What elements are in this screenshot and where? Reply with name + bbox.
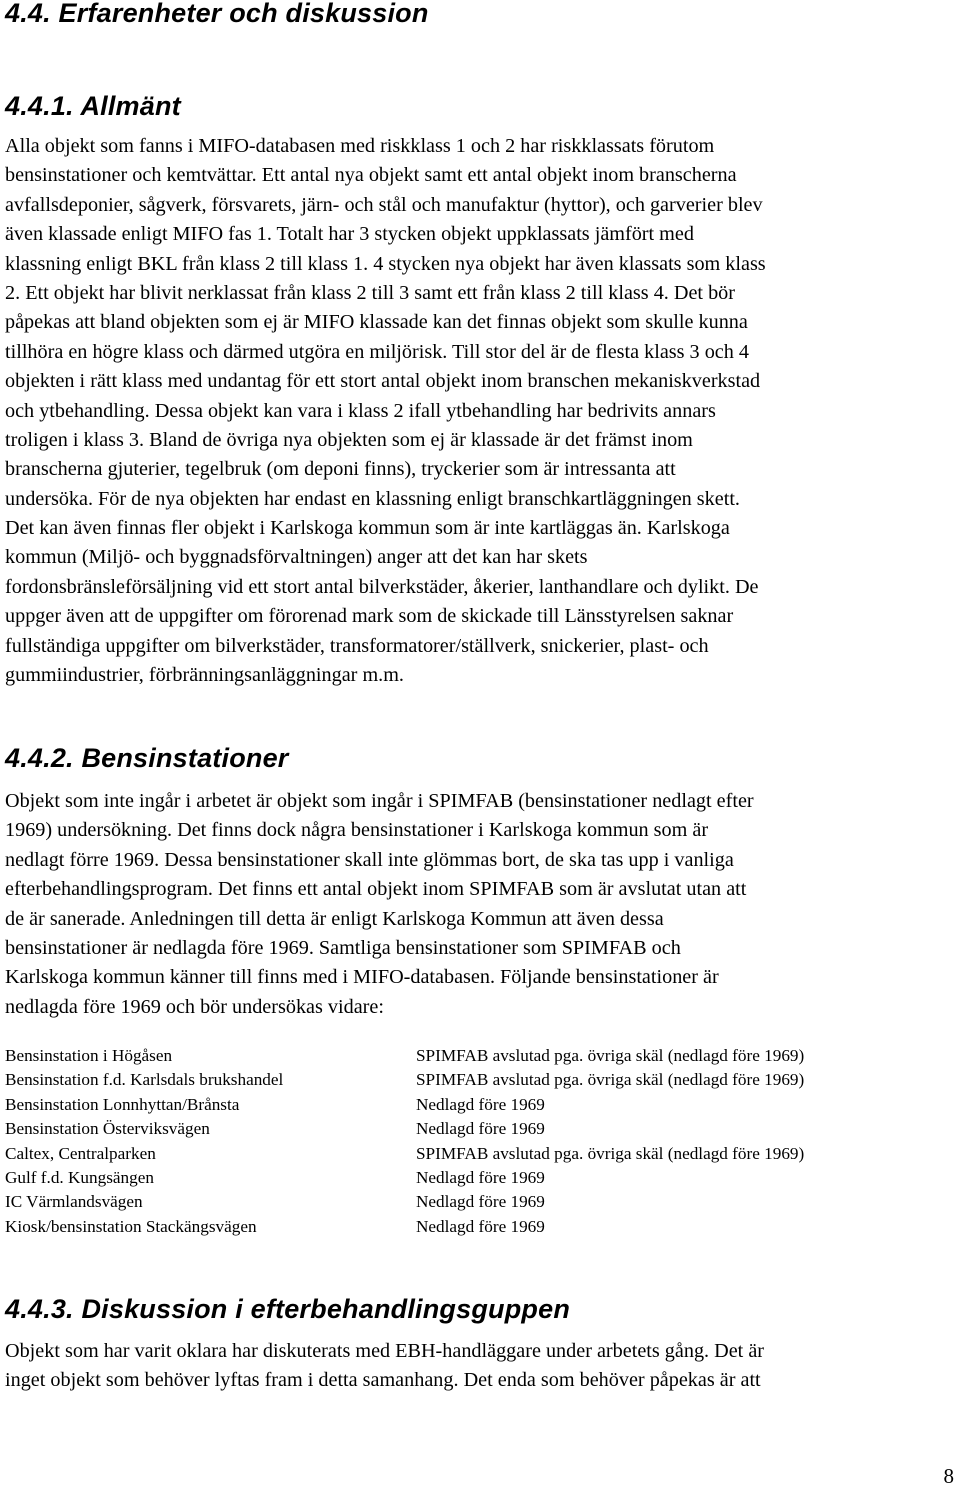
paragraph-allmant xyxy=(5,132,766,690)
text-line: nedlagda före 1969 och bör undersökas vidare: xyxy=(5,995,384,1018)
station-status: SPIMFAB avslutad pga. övriga skäl (nedlagd före 1969) xyxy=(416,1070,805,1090)
text-line: bensinstationer och kemtvättar. Ett antal nya objekt samt ett antal objekt inom branscherna xyxy=(5,164,737,187)
text-line: även klassade enligt MIFO fas 1. Totalt har 3 stycken objekt uppklassats jämfört med xyxy=(5,223,694,246)
paragraph-bensinstationer xyxy=(5,787,754,1022)
text-line: 2. Ett objekt har blivit nerklassat från klass 2 till 3 samt ett från klass 2 till klass 4. Det bör xyxy=(5,281,735,304)
paragraph-diskussion xyxy=(5,1337,764,1396)
station-status: Nedlagd före 1969 xyxy=(416,1119,545,1139)
text-line: de är sanerade. Anledningen till detta är enligt Karlskoga Kommun att även dessa xyxy=(5,907,664,930)
text-line: fordonsbränsleförsäljning vid ett stort antal bilverkstäder, åkerier, lanthandlare och dylikt. De xyxy=(5,575,759,598)
station-status: Nedlagd före 1969 xyxy=(416,1167,545,1187)
text-line: Alla objekt som fanns i MIFO-databasen med riskklass 1 och 2 har riskklassats förutom xyxy=(5,135,715,157)
text-line: undersöka. För de nya objekten har endast en klassning enligt branschkartläggningen skett. xyxy=(5,487,740,510)
text-line: efterbehandlingsprogram. Det finns ett antal objekt inom SPIMFAB som är avslutat utan att xyxy=(5,878,747,901)
text-line: och ytbehandling. Dessa objekt kan vara i klass 2 ifall ytbehandling har bedrivits annars xyxy=(5,399,716,422)
station-name: Bensinstation Lonnhyttan/Brånsta xyxy=(5,1094,240,1114)
section-heading-diskussion: 4.4.3. Diskussion i efterbehandlingsguppen xyxy=(5,1294,571,1324)
text-line: troligen i klass 3. Bland de övriga nya objekten som ej är klassade är det främst inom xyxy=(5,428,693,451)
text-line: Objekt som inte ingår i arbetet är objekt som ingår i SPIMFAB (bensinstationer nedlagt efter xyxy=(5,790,754,812)
station-status: Nedlagd före 1969 xyxy=(416,1192,545,1212)
text-line: Karlskoga kommun känner till finns med i MIFO-databasen. Följande bensinstationer är xyxy=(5,966,719,989)
station-name: Bensinstation i Högåsen xyxy=(5,1046,173,1065)
station-name: Gulf f.d. Kungsängen xyxy=(5,1167,154,1187)
station-status: SPIMFAB avslutad pga. övriga skäl (nedlagd före 1969) xyxy=(416,1143,805,1163)
text-line: gummiindustrier, förbränningsanläggningar m.m. xyxy=(5,664,404,687)
text-line: branscherna gjuterier, tegelbruk (om deponi finns), tryckerier som är intressanta att xyxy=(5,458,676,481)
text-line: objekten i rätt klass med undantag för ett stort antal objekt inom branschen mekaniskverkstad xyxy=(5,370,761,393)
text-line: fullständiga uppgifter om bilverkstäder, transformatorer/ställverk, snickerier, plast- och xyxy=(5,634,709,657)
text-line: bensinstationer är nedlagda före 1969. Samtliga bensinstationer som SPIMFAB och xyxy=(5,936,681,959)
text-line: Objekt som har varit oklara har diskuterats med EBH-handläggare under arbetets gång. Det är xyxy=(5,1340,765,1362)
station-name: Caltex, Centralparken xyxy=(5,1143,156,1163)
text-line: uppger även att de uppgifter om förorenad mark som de skickade till Länsstyrelsen saknar xyxy=(5,605,734,628)
text-line: inget objekt som behöver lyftas fram i detta samanhang. Det enda som behöver påpekas är att xyxy=(5,1369,761,1392)
page-number: 8 xyxy=(943,1464,954,1488)
text-line: nedlagt förre 1969. Dessa bensinstationer skall inte glömmas bort, de ska tas upp i vanliga xyxy=(5,848,734,871)
section-heading-erfarenheter: 4.4. Erfarenheter och diskussion xyxy=(5,0,429,28)
text-line: kommun (Miljö- och byggnadsförvaltningen) anger att det kan har skets xyxy=(5,546,588,569)
text-line: avfallsdeponier, sågverk, försvarets, järn- och stål och manufaktur (hyttor), och garverier blev xyxy=(5,193,763,216)
section-heading-bensinstationer: 4.4.2. Bensinstationer xyxy=(5,743,289,773)
text-line: 1969) undersökning. Det finns dock några bensinstationer i Karlskoga kommun som är xyxy=(5,819,709,842)
station-name: Bensinstation f.d. Karlsdals brukshandel xyxy=(5,1070,284,1090)
text-line: påpekas att bland objekten som ej är MIFO klassade kan det finnas objekt som skulle kunna xyxy=(5,311,748,334)
station-status: Nedlagd före 1969 xyxy=(416,1216,545,1236)
station-name: IC Värmlandsvägen xyxy=(5,1192,143,1212)
text-line: klassning enligt BKL från klass 2 till klass 1. 4 stycken nya objekt har även klassats som klass xyxy=(5,252,766,275)
station-name: Bensinstation Österviksvägen xyxy=(5,1119,210,1139)
station-status: SPIMFAB avslutad pga. övriga skäl (nedlagd före 1969) xyxy=(416,1046,805,1065)
text-line: tillhöra en högre klass och därmed utgöra en miljörisk. Till stor del är de flesta klass 3 och 4 xyxy=(5,340,749,363)
station-status: Nedlagd före 1969 xyxy=(416,1094,545,1114)
section-heading-allmant: 4.4.1. Allmänt xyxy=(5,91,181,121)
station-name: Kiosk/bensinstation Stackängsvägen xyxy=(5,1216,257,1236)
text-line: Det kan även finnas fler objekt i Karlskoga kommun som är inte kartläggas än. Karlskoga xyxy=(5,517,730,540)
